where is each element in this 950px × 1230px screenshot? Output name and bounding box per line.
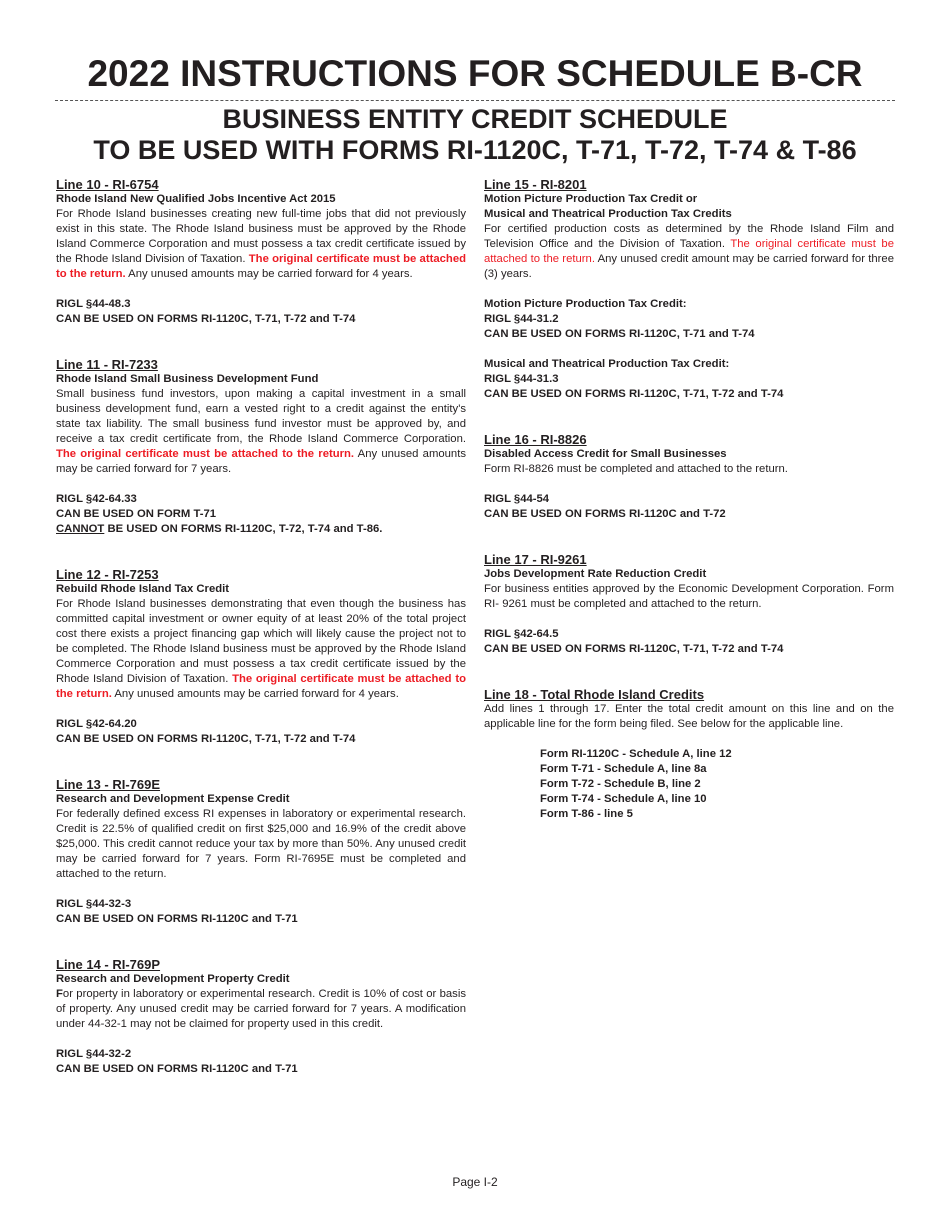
section-line-13: [56, 777, 466, 927]
section-body: [484, 222, 894, 282]
section-subheading-2: Musical and Theatrical Production Tax Credits: [484, 208, 732, 220]
list-item: Form RI-1120C - Schedule A, line 12: [540, 748, 732, 760]
section-line-16: [484, 432, 894, 522]
usage-note: CAN BE USED ON FORMS RI-1120C, T-71, T-72 and T-74: [484, 388, 784, 400]
section-body: [56, 597, 466, 702]
rigl-reference: RIGL §42-64.33: [56, 493, 137, 505]
section-heading: Line 14 - RI-769P: [56, 957, 161, 972]
rigl-reference: RIGL §44-32-3: [56, 898, 132, 910]
section-body: Form RI-8826 must be completed and attached to the return.: [484, 463, 788, 475]
body-text-tail: Any unused amounts may be carried forward for 4 years.: [111, 688, 399, 700]
page-number: Page I-2: [452, 1175, 498, 1189]
left-column: [56, 177, 466, 1077]
rigl-reference: RIGL §42-64.20: [56, 718, 137, 730]
body-text-tail: Any unused amounts may be carried forward for 7 years.: [56, 448, 466, 475]
section-body: For federally defined excess RI expenses in laboratory or experimental research. Credit is 22.5% of qualified credit on first $25,000 and 16.9% of the credit above $25,000. This credit cannot reduce your tax by more than 50%. Any unused credit may be carried forward for 7 years. Form RI-7695E must be completed and attached to the return.: [56, 808, 466, 880]
section-heading: Line 18 - Total Rhode Island Credits: [484, 687, 705, 702]
form-line-list: [540, 747, 894, 822]
body-text: or property in laboratory or experimental research. Credit is 10% of cost or basis of property. Any unused credit may be carried forward for 7 years. A modification under 44-32-1 may not be claimed for property used in this credit.: [56, 988, 466, 1030]
list-item: Form T-74 - Schedule A, line 10: [540, 793, 707, 805]
usage-note: CAN BE USED ON FORMS RI-1120C and T-71: [56, 913, 298, 925]
section-line-12: [56, 567, 466, 747]
section-subheading: Rebuild Rhode Island Tax Credit: [56, 583, 230, 595]
certificate-notice: The original certificate must be attached to the return.: [56, 448, 355, 460]
section-heading: Line 12 - RI-7253: [56, 567, 159, 582]
section-subheading: Motion Picture Production Tax Credit or: [484, 193, 698, 205]
body-text: For Rhode Island businesses creating new full-time jobs that did not previously exist in this state. The Rhode Island business must be approved by the Rhode Island Commerce Corporation and must possess a tax credit certificate issued by the Rhode Island Division of Taxation.: [56, 208, 466, 265]
rigl-reference: RIGL §42-64.5: [484, 628, 559, 640]
section-subheading: Jobs Development Rate Reduction Credit: [484, 568, 707, 580]
body-text: Small business fund investors, upon making a capital investment in a small business development fund, earn a vested right to a credit against the entity's state tax liability. The small business fund investor must be approved by, and receive a tax credit certificate from, the Rhode Island Commerce Corporation.: [56, 388, 466, 445]
drop-letter: F: [56, 988, 63, 1000]
section-line-17: [484, 552, 894, 657]
list-item: Form T-71 - Schedule A, line 8a: [540, 763, 707, 775]
section-body: For business entities approved by the Economic Development Corporation. Form RI- 9261 must be completed and attached to the return.: [484, 583, 894, 610]
body-text-tail: Any unused credit amount may be carried forward for three (3) years.: [484, 253, 894, 280]
section-body: [56, 387, 466, 477]
section-line-14: [56, 957, 466, 1077]
rigl-reference: RIGL §44-48.3: [56, 298, 131, 310]
section-subheading: Research and Development Expense Credit: [56, 793, 290, 805]
section-heading: Line 11 - RI-7233: [56, 357, 158, 372]
section-subheading: Rhode Island New Qualified Jobs Incentive Act 2015: [56, 193, 336, 205]
section-body: [56, 987, 466, 1032]
body-text-tail: Any unused amounts may be carried forward for 4 years.: [125, 268, 413, 280]
certificate-notice: The original certificate must be attached to the return.: [56, 673, 466, 700]
usage-note: CAN BE USED ON FORMS RI-1120C, T-71, T-72 and T-74: [56, 313, 356, 325]
certificate-notice: The original certificate must be attached to the return.: [56, 253, 467, 280]
rigl-reference: RIGL §44-31.2: [484, 313, 559, 325]
section-line-10: [56, 177, 466, 327]
section-heading: Line 16 - RI-8826: [484, 432, 587, 447]
restriction-text: BE USED ON FORMS RI-1120C, T-72, T-74 and T-86.: [104, 523, 383, 535]
right-column: [484, 177, 894, 822]
section-heading: Line 13 - RI-769E: [56, 777, 161, 792]
section-body: [56, 207, 466, 282]
cannot-word: CANNOT: [56, 523, 105, 535]
restriction-note: [56, 522, 466, 537]
rigl-reference: RIGL §44-31.3: [484, 373, 559, 385]
dashed-divider: [55, 100, 895, 101]
list-item: Form T-72 - Schedule B, line 2: [540, 778, 701, 790]
theatrical-label: Musical and Theatrical Production Tax Credit:: [484, 358, 730, 370]
body-text: For certified production costs as determined by the Rhode Island Film and Television Office and the Division of Taxation.: [484, 223, 894, 250]
usage-note: CAN BE USED ON FORMS RI-1120C, T-71, T-72 and T-74: [484, 643, 784, 655]
list-item: Form T-86 - line 5: [540, 808, 633, 820]
rigl-reference: RIGL §44-54: [484, 493, 550, 505]
page-subtitle: [0, 104, 950, 166]
usage-note: CAN BE USED ON FORMS RI-1120C and T-71: [56, 1063, 298, 1075]
section-line-11: [56, 357, 466, 537]
certificate-notice: The original certificate must be attached to the return.: [484, 238, 894, 265]
section-subheading: Research and Development Property Credit: [56, 973, 290, 985]
body-text: For Rhode Island businesses demonstrating that even though the business has committed capital investment or owner equity of at least 20% of the total project cost there exists a project financing gap which will likely cause the project not to be completed. The Rhode Island business must be approved by the Rhode Island Commerce Corporation and must possess a tax credit certificate issued by the Rhode Island Division of Taxation.: [56, 598, 466, 685]
page-title: 2022 INSTRUCTIONS FOR SCHEDULE B-CR: [87, 53, 863, 94]
section-subheading: Disabled Access Credit for Small Businesses: [484, 448, 727, 460]
usage-note: CAN BE USED ON FORMS RI-1120C, T-71, T-72 and T-74: [56, 733, 356, 745]
section-body: Add lines 1 through 17. Enter the total credit amount on this line and on the applicable line for the form being filed. See below for the applicable line.: [484, 703, 894, 730]
section-subheading: Rhode Island Small Business Development Fund: [56, 373, 319, 385]
subtitle-line-1: BUSINESS ENTITY CREDIT SCHEDULE: [222, 104, 728, 134]
usage-note: CAN BE USED ON FORM T-71: [56, 508, 217, 520]
section-heading: Line 17 - RI-9261: [484, 552, 587, 567]
usage-note: CAN BE USED ON FORMS RI-1120C, T-71 and T-74: [484, 328, 755, 340]
section-line-18: [484, 687, 894, 822]
section-heading: Line 10 - RI-6754: [56, 177, 159, 192]
motion-picture-label: Motion Picture Production Tax Credit:: [484, 298, 687, 310]
rigl-reference: RIGL §44-32-2: [56, 1048, 132, 1060]
section-line-15: [484, 177, 894, 402]
section-heading: Line 15 - RI-8201: [484, 177, 587, 192]
subtitle-line-2: TO BE USED WITH FORMS RI-1120C, T-71, T-72, T-74 & T-86: [93, 135, 857, 165]
usage-note: CAN BE USED ON FORMS RI-1120C and T-72: [484, 508, 726, 520]
